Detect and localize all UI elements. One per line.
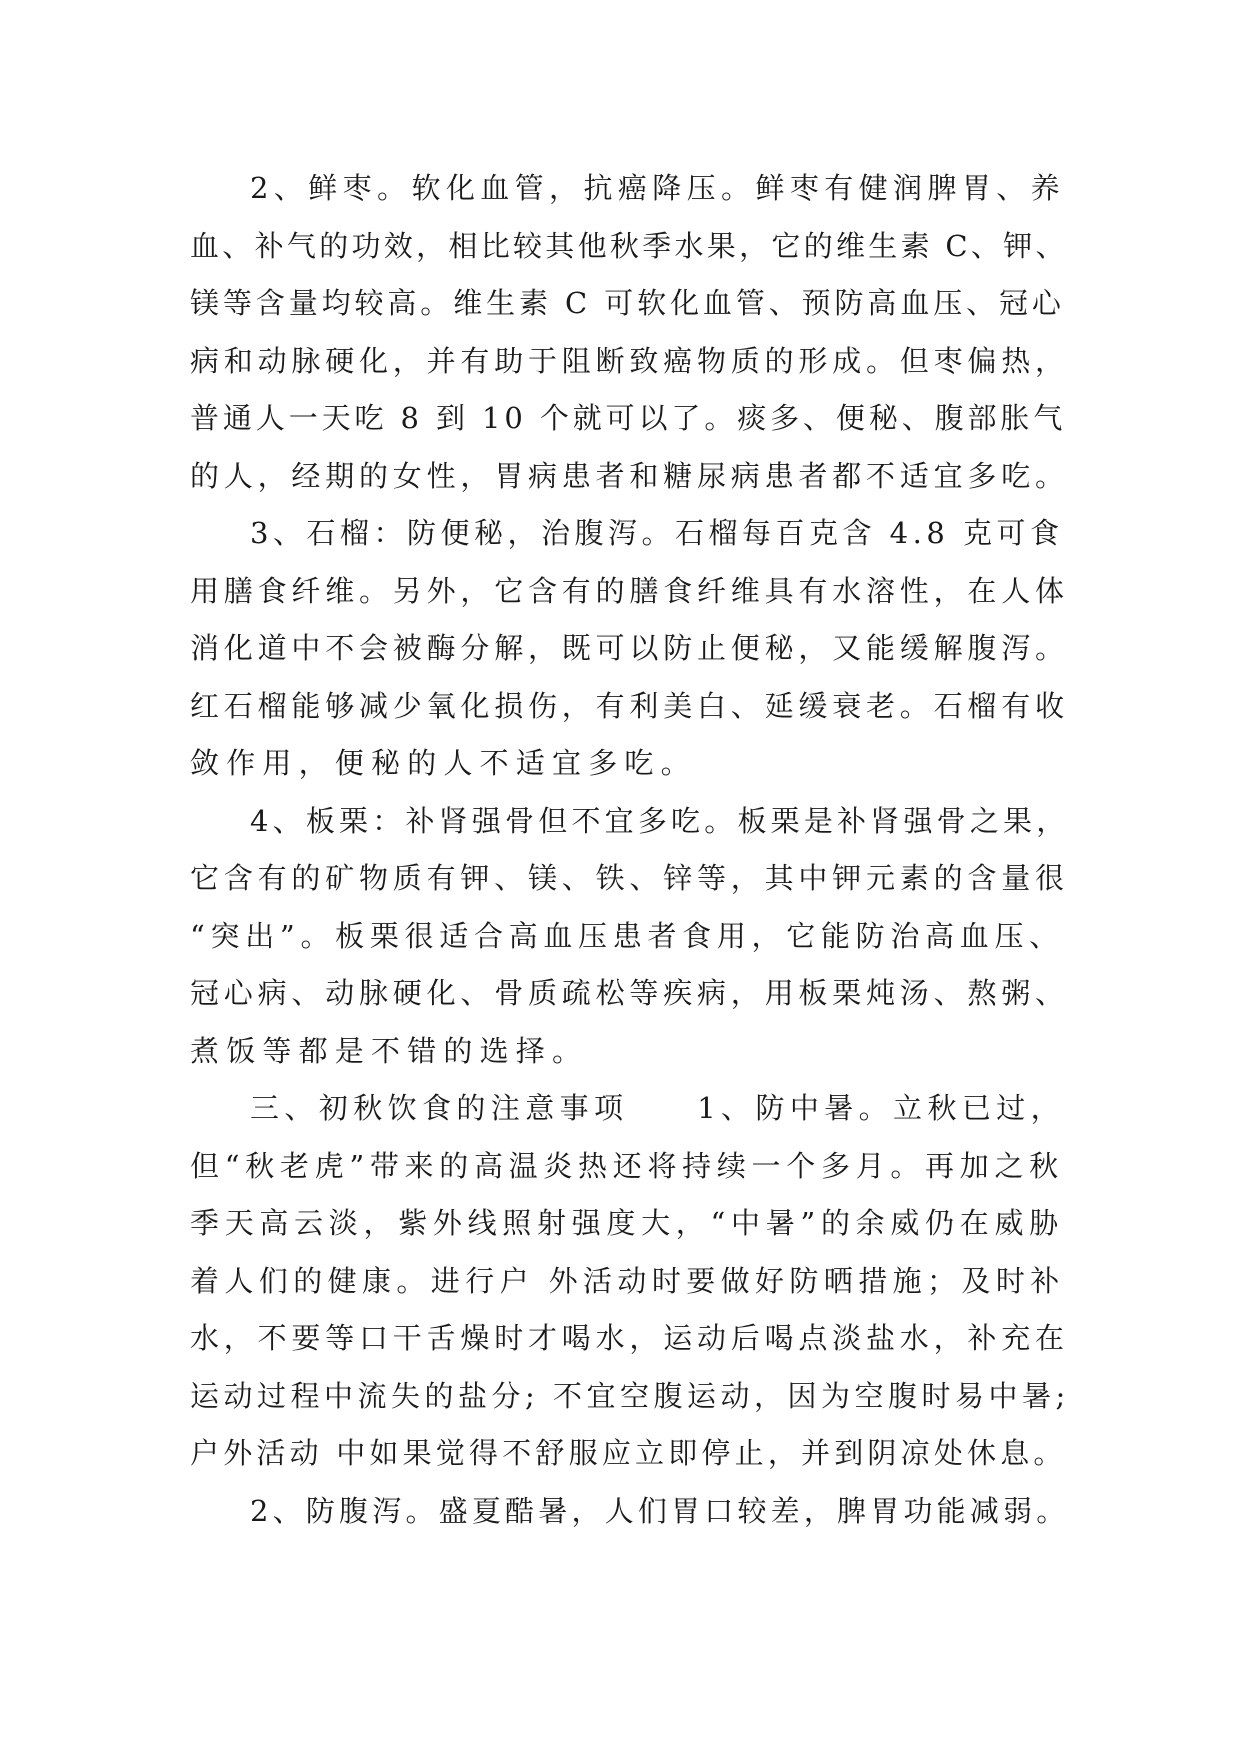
text-line: 用膳食纤维。另外，它含有的膳食纤维具有水溶性，在人体	[190, 573, 1069, 608]
text-line: 水，不要等口干舌燥时才喝水，运动后喝点淡盐水，补充在	[190, 1321, 1069, 1355]
text-line: 2、防腹泻。盛夏酷暑，人们胃口较差，脾胃功能减弱。	[250, 1493, 1070, 1528]
document-body	[190, 160, 1070, 1540]
text-line: 红石榴能够减少氧化损伤，有利美白、延缓衰老。石榴有收	[190, 688, 1069, 723]
text-line: 它含有的矿物质有钾、镁、铁、锌等，其中钾元素的含量很	[190, 861, 1069, 895]
text-line: 4、板栗：补肾强骨但不宜多吃。板栗是补肾强骨之果，	[250, 803, 1070, 838]
text-line: 3、石榴：防便秘，治腹泻。石榴每百克含 4.8 克可食	[250, 516, 1064, 550]
text-line: 敛作用，便秘的人不适宜多吃。	[190, 746, 697, 780]
text-line: 运动过程中流失的盐分; 不宜空腹运动，因为空腹时易中暑;	[190, 1378, 1070, 1413]
text-line: 着人们的健康。进行户 外活动时要做好防晒措施；及时补	[190, 1263, 1065, 1298]
text-line: 冠心病、动脉硬化、骨质疏松等疾病，用板栗炖汤、熬粥、	[190, 976, 1069, 1010]
text-line: “突出”。板栗很适合高血压患者食用，它能防治高血压、	[190, 918, 1064, 953]
text-line: 消化道中不会被酶分解，既可以防止便秘，又能缓解腹泻。	[190, 631, 1069, 665]
text-line: 三、初秋饮食的注意事项 1、防中暑。立秋已过，	[250, 1091, 1066, 1125]
text-line: 但“秋老虎”带来的高温炎热还将持续一个多月。再加之秋	[190, 1148, 1064, 1183]
text-line: 煮饭等都是不错的选择。	[190, 1033, 589, 1068]
text-line: 血、补气的功效，相比较其他秋季水果，它的维生素 C、钾、	[190, 228, 1068, 263]
text-line: 2、鲜枣。软化血管，抗癌降压。鲜枣有健润脾胃、养	[250, 171, 1066, 205]
text-line: 户外活动 中如果觉得不舒服应立即停止，并到阴凉处休息。	[190, 1436, 1067, 1470]
text-line: 镁等含量均较高。维生素 C 可软化血管、预防高血压、冠心	[190, 286, 1065, 320]
text-line: 的人，经期的女性，胃病患者和糖尿病患者都不适宜多吃。	[190, 458, 1069, 493]
text-line: 普通人一天吃 8 到 10 个就可以了。痰多、便秘、腹部胀气	[190, 401, 1067, 435]
text-line: 病和动脉硬化，并有助于阻断致癌物质的形成。但枣偏热，	[190, 343, 1069, 378]
text-line: 季天高云淡，紫外线照射强度大，“中暑”的余威仍在威胁	[190, 1206, 1064, 1240]
